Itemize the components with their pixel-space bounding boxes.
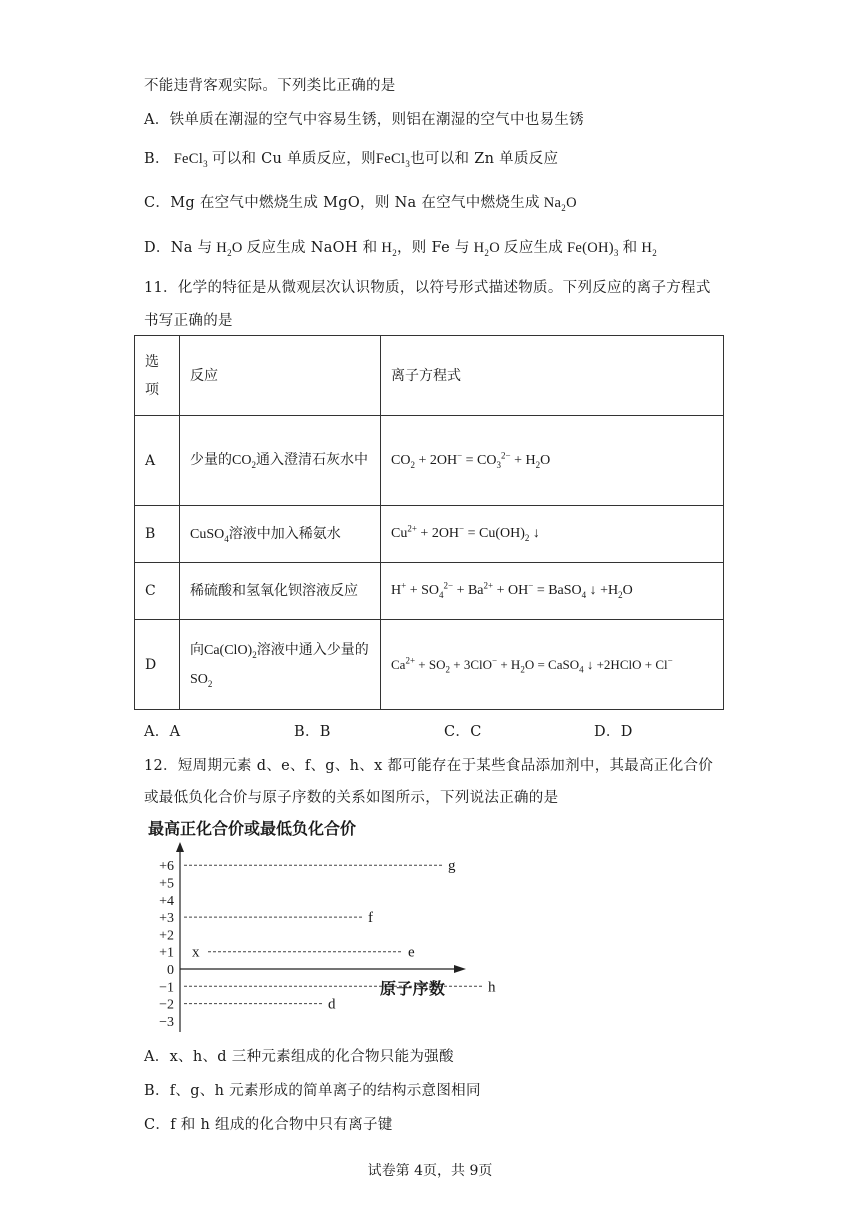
row-equation: $Cu^{2+} + 2OH^- = Cu(OH)_2$ ↓	[381, 506, 724, 563]
table-row	[135, 563, 724, 620]
x-axis-arrow-icon	[454, 965, 466, 973]
header-reaction: 反应	[180, 336, 381, 416]
y-tick-label: +6	[159, 859, 174, 875]
point-label-x: x	[192, 944, 200, 961]
row-reaction: CuSO$_4$溶液中加入稀氨水	[180, 506, 381, 563]
row-equation: $H^+ + SO_4^{2-} + Ba^{2+} + OH^-$ = BaSO$_4$ ↓ $+H_2O$	[381, 563, 724, 620]
q11-stem-line2: 书写正确的是	[144, 313, 233, 329]
row-option: D	[135, 620, 180, 710]
valence-chart	[140, 814, 496, 1036]
y-tick-label: +4	[159, 893, 174, 909]
y-tick-label: +2	[159, 928, 174, 944]
q10-option-a: A．铁单质在潮湿的空气中容易生锈，则铝在潮湿的空气中也易生锈	[144, 112, 584, 128]
q12-option-b: B．f、g、h 元素形成的简单离子的结构示意图相同	[144, 1083, 481, 1099]
q11-table	[134, 335, 724, 710]
y-tick-label: −2	[159, 997, 174, 1013]
row-equation: $CO_2 + 2OH^- = CO_3^{2-} + H_2O$	[381, 416, 724, 506]
row-reaction: 少量的$CO_2$通入澄清石灰水中	[180, 416, 381, 506]
q12-stem-line2: 或最低负化合价与原子序数的关系如图所示，下列说法正确的是	[144, 790, 559, 806]
header-equation: 离子方程式	[381, 336, 724, 416]
table-row	[135, 506, 724, 563]
q11-option-c[interactable]: C．C	[444, 724, 482, 740]
y-axis-arrow-icon	[176, 842, 184, 852]
table-row	[135, 620, 724, 710]
q11-option-a[interactable]: A．A	[144, 724, 181, 740]
q10-option-c: C．Mg 在空气中燃烧生成 MgO，则 Na 在空气中燃烧生成 $Na_2O$	[144, 195, 577, 213]
q12-option-a: A．x、h、d 三种元素组成的化合物只能为强酸	[144, 1049, 454, 1065]
row-reaction: 向$Ca(ClO)_2$溶液中通入少量的$SO_2$	[180, 620, 381, 710]
y-tick-label: +3	[159, 911, 174, 927]
chart-title: 最高正化合价或最低负化合价	[148, 821, 357, 838]
q10-option-b: B． FeCl$_3$ 可以和 Cu 单质反应，则FeCl$_3$也可以和 Zn 单质反应	[144, 151, 559, 169]
point-label-f: f	[368, 910, 373, 927]
q11-options	[144, 720, 633, 741]
page-footer: 试卷第 4页，共 9页	[367, 1163, 493, 1179]
x-axis-label: 原子序数	[380, 979, 446, 998]
point-label-h: h	[488, 979, 496, 996]
table-row	[135, 416, 724, 506]
header-option: 选项	[135, 336, 180, 416]
row-option: C	[135, 563, 180, 620]
q12-option-c: C．f 和 h 组成的化合物中只有离子键	[144, 1117, 393, 1133]
y-tick-label: −3	[159, 1014, 174, 1030]
q11-option-b[interactable]: B．B	[294, 724, 331, 740]
point-label-d: d	[328, 996, 336, 1013]
table-header-row	[135, 336, 724, 416]
y-tick-label: +5	[159, 876, 174, 892]
point-label-e: e	[408, 944, 415, 961]
row-option: B	[135, 506, 180, 563]
q10-stem-tail: 不能违背客观实际。下列类比正确的是	[144, 78, 396, 94]
y-tick-label: −1	[159, 980, 174, 996]
q11-option-d[interactable]: D．D	[594, 724, 633, 740]
row-option: A	[135, 416, 180, 506]
q11-stem-line1: 11．化学的特征是从微观层次认识物质，以符号形式描述物质。下列反应的离子方程式	[144, 280, 711, 296]
row-reaction: 稀硫酸和氢氧化钡溶液反应	[180, 563, 381, 620]
y-tick-label: 0	[167, 963, 174, 978]
y-tick-label: +1	[159, 945, 174, 961]
q12-stem-line1: 12．短周期元素 d、e、f、g、h、x 都可能存在于某些食品添加剂中，其最高正化合价	[144, 758, 714, 774]
q10-option-d: D．Na 与 $H_2O$ 反应生成 NaOH 和 $H_2$，则 Fe 与 $H_2O$ 反应生成 $Fe(OH)_3$ 和 $H_2$	[144, 240, 657, 258]
row-equation: $Ca^{2+} + SO_2 + 3ClO^- + H_2O$ = CaSO$_4$ ↓ +2HClO + Cl−	[381, 620, 724, 710]
point-label-g: g	[448, 858, 456, 875]
